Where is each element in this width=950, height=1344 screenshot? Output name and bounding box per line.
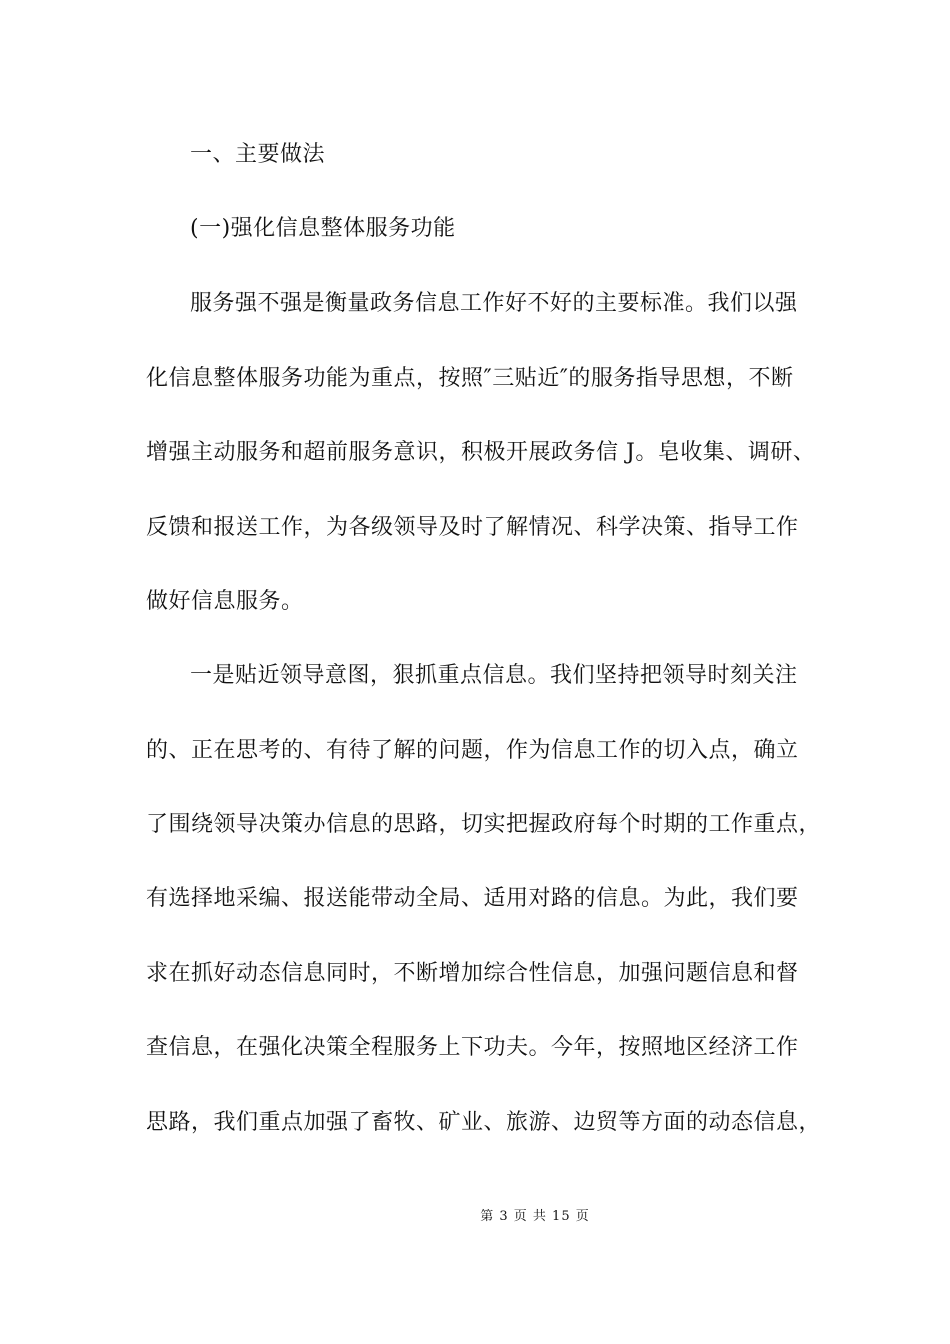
paragraph-line: 增强主动服务和超前服务意识，积极开展政务信 J。皂收集、调研、 bbox=[146, 440, 816, 465]
paragraph-line: 了围绕领导决策办信息的思路，切实把握政府每个时期的工作重点， bbox=[146, 812, 822, 837]
section-heading: 一、主要做法 bbox=[190, 142, 326, 167]
paragraph-line: 做好信息服务。 bbox=[146, 589, 304, 614]
paragraph-line: 反馈和报送工作，为各级领导及时了解情况、科学决策、指导工作 bbox=[146, 515, 799, 540]
paragraph-line: 有选择地采编、报送能带动全局、适用对路的信息。为此，我们要 bbox=[146, 886, 799, 911]
paragraph-line: 化信息整体服务功能为重点，按照″三贴近″的服务指导思想，不断 bbox=[146, 366, 794, 391]
paragraph-line: 查信息，在强化决策全程服务上下功夫。今年，按照地区经济工作 bbox=[146, 1035, 799, 1060]
paragraph-line: 的、正在思考的、有待了解的问题，作为信息工作的切入点，确立 bbox=[146, 738, 799, 763]
page-number-footer: 第 3 页 共 15 页 bbox=[480, 1209, 590, 1224]
paragraph-line: 一是贴近领导意图，狠抓重点信息。我们坚持把领导时刻关注 bbox=[190, 663, 798, 688]
paragraph-line: 求在抓好动态信息同时，不断增加综合性信息，加强问题信息和督 bbox=[146, 961, 799, 986]
paragraph-line: 服务强不强是衡量政务信息工作好不好的主要标准。我们以强 bbox=[190, 291, 798, 316]
paragraph-line: 思路，我们重点加强了畜牧、矿业、旅游、边贸等方面的动态信息， bbox=[146, 1110, 822, 1135]
subsection-heading: (一)强化信息整体服务功能 bbox=[190, 216, 456, 241]
